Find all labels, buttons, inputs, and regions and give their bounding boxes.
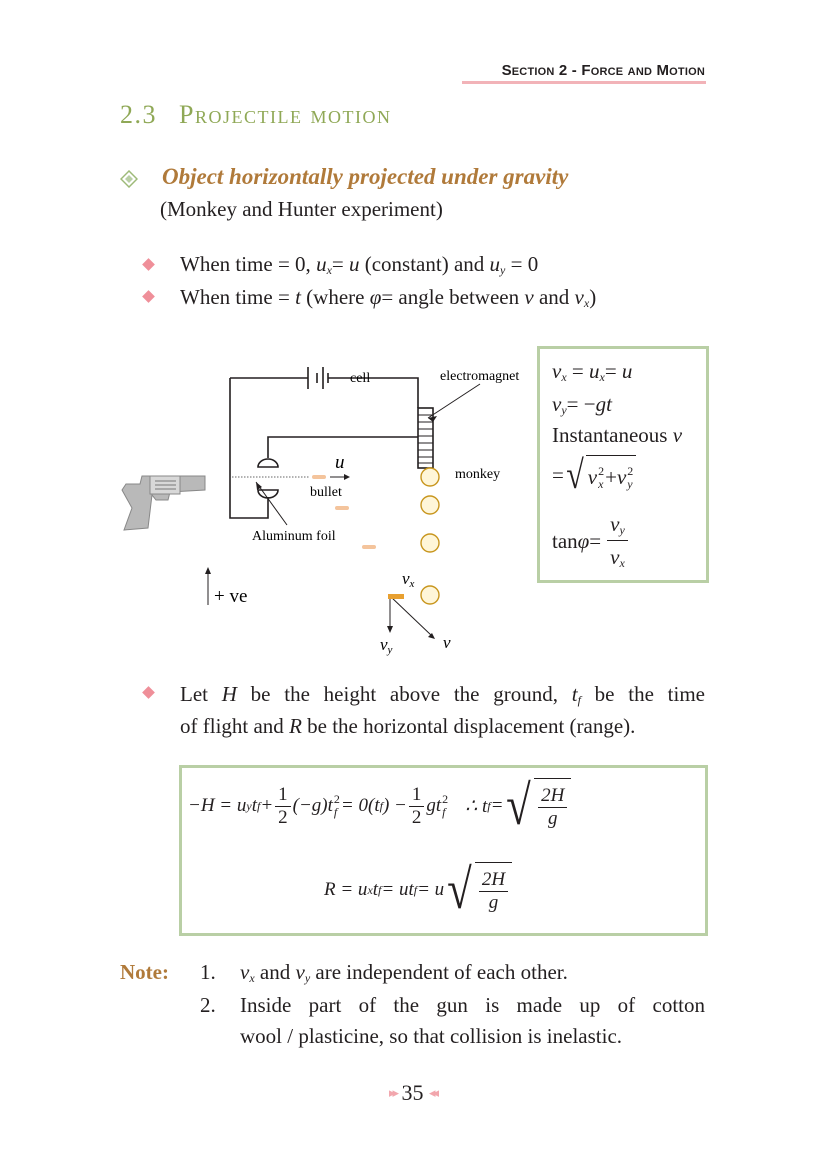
revolver-icon	[122, 476, 205, 530]
instantaneous-v-label: Instantaneous v	[552, 423, 683, 447]
equation-box	[179, 765, 708, 936]
vy-formula: $v_y= -gt$	[552, 392, 612, 417]
velocity-formula-box	[537, 346, 709, 583]
diamond-outline-icon	[120, 170, 138, 188]
bullet-1: When time = 0, $u_x= u$ (constant) and $u_y = 0$	[180, 252, 539, 277]
bullet-3-line-2: of flight and R be the horizontal displacement (range).	[180, 714, 636, 738]
note-2-line-1: Inside part of the gun is made up of cotton	[240, 993, 705, 1017]
bullet-icon	[142, 290, 155, 303]
header-underline	[462, 81, 706, 84]
time-of-flight-equation: −H = u y t f + $\frac{1}{2}$ (−g)t 2 f = 0(t f ) − $\frac{1}{2}$ gt 2 f ∴ t f = √ $\frac{2H}{g}$	[188, 778, 571, 834]
bullet-icon	[142, 686, 155, 699]
note-label: Note:	[120, 960, 169, 984]
monkey-face-icon	[421, 468, 439, 486]
vx-label: vx	[402, 569, 415, 590]
v-label: v	[443, 633, 451, 652]
electromagnet-label: electromagnet	[440, 369, 520, 384]
bullet-icon	[142, 258, 155, 271]
monkey-face-icon	[421, 586, 439, 604]
vx-formula: $v_x = u_x= u$	[552, 359, 633, 384]
page-footer	[0, 1080, 825, 1106]
arrow-right-icon: ▸▸	[388, 1085, 396, 1100]
electromagnet-icon	[418, 408, 433, 468]
positive-direction-label: + ve	[214, 586, 248, 607]
cell-label: cell	[350, 371, 371, 386]
section-number: 2.3	[120, 100, 157, 129]
range-equation: R = u x t f = ut f = u √ $\frac{2H}{g}$	[324, 862, 512, 918]
subheading: Object horizontally projected under gravity	[162, 164, 569, 189]
section-header: Section 2 - Force and Motion	[501, 62, 705, 79]
arrow-left-icon: ◂◂	[429, 1085, 437, 1100]
page-number: 35	[401, 1080, 424, 1105]
u-label: u	[335, 452, 345, 473]
bullet-label: bullet	[310, 485, 342, 500]
bullet-icon	[388, 594, 404, 599]
bullet-2: When time = t (where φ= angle between v and $v_x$)	[180, 285, 597, 310]
section-title-text: Projectile motion	[179, 100, 392, 129]
note-2-number: 2.	[200, 993, 216, 1017]
vy-label: vy	[380, 635, 393, 656]
foil-label: Aluminum foil	[252, 529, 336, 544]
monkey-face-icon	[421, 496, 439, 514]
section-title	[120, 100, 391, 130]
monkey-label: monkey	[455, 467, 501, 482]
note-2-line-2: wool / plasticine, so that collision is inelastic.	[240, 1024, 623, 1048]
subheading-note: (Monkey and Hunter experiment)	[160, 197, 443, 221]
note-1-text: $v_x$ and $v_y$ are independent of each other.	[240, 960, 568, 985]
tan-phi-formula: tan φ = $\frac{v_y}{v_x}$	[552, 514, 630, 569]
v-magnitude-formula: = √ v 2 x + v 2 y	[552, 455, 636, 495]
bullet-3-line-1: Let H be the height above the ground, $t_f$ be the time	[180, 682, 705, 707]
note-1-number: 1.	[200, 960, 216, 984]
monkey-face-icon	[421, 534, 439, 552]
monkey-hunter-diagram	[110, 340, 535, 660]
